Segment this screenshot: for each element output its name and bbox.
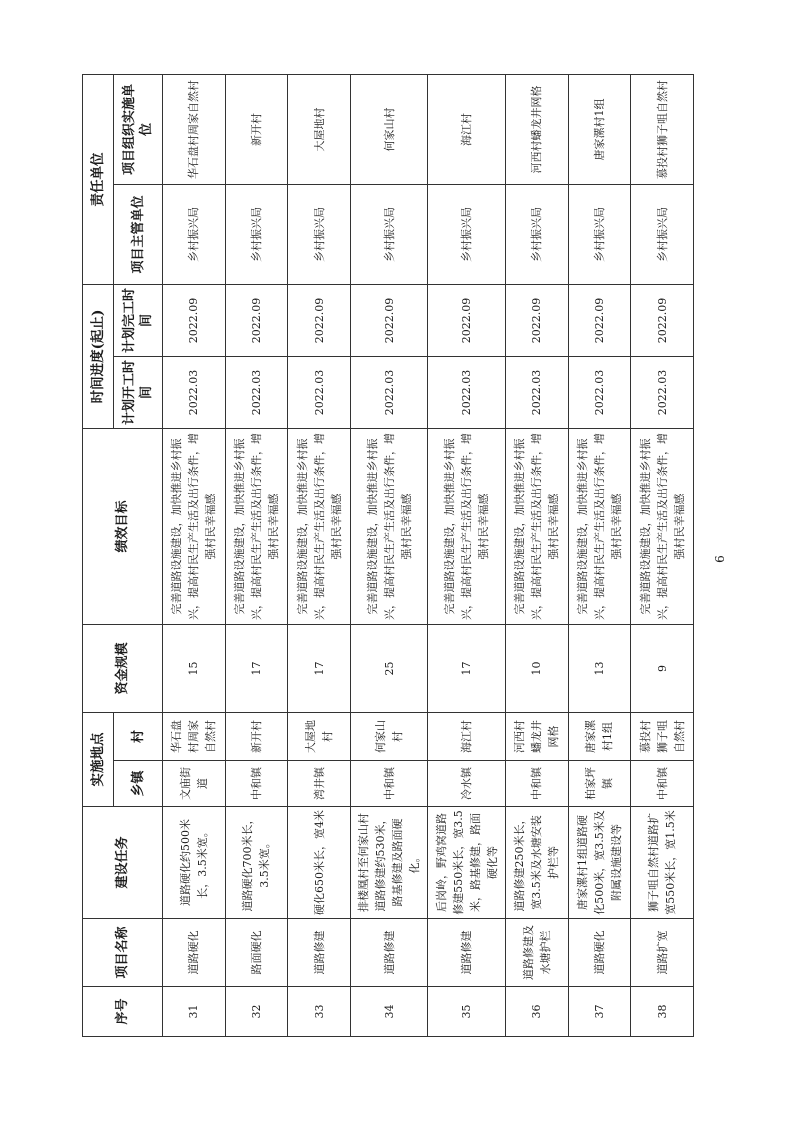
cell-task: 道路修建250米长，宽3.5米及水塘安装护栏等 — [506, 807, 569, 919]
cell-town: 中和镇 — [506, 761, 569, 807]
cell-town: 湾井镇 — [288, 761, 351, 807]
header-supervising-unit: 项目主管单位 — [114, 185, 163, 285]
table-row — [350, 75, 428, 1037]
cell-start: 2022.03 — [631, 357, 694, 429]
header-schedule-group: 时间进度(起止) — [83, 285, 114, 429]
cell-index: 35 — [428, 987, 506, 1037]
cell-task: 道路硬化约500米长，3.5米宽。 — [163, 807, 226, 919]
cell-org: 新开村 — [225, 75, 288, 185]
cell-goal: 完善道路设施建设，加快推进乡村振兴，提高村民生产生活及出行条件，增强村民幸福感 — [350, 429, 428, 625]
cell-fund: 17 — [225, 625, 288, 713]
cell-goal: 完善道路设施建设，加快推进乡村振兴，提高村民生产生活及出行条件，增强村民幸福感 — [225, 429, 288, 625]
table-row — [568, 75, 631, 1037]
cell-start: 2022.03 — [428, 357, 506, 429]
cell-dept: 乡村振兴局 — [225, 185, 288, 285]
cell-town: 冷水镇 — [428, 761, 506, 807]
cell-project-name: 道路修建 — [428, 919, 506, 987]
cell-project-name: 道路修建 — [288, 919, 351, 987]
cell-start: 2022.03 — [350, 357, 428, 429]
cell-town: 柏家坪镇 — [568, 761, 631, 807]
header-construction-task: 建设任务 — [83, 807, 163, 919]
cell-org: 慕投村狮子咀自然村 — [631, 75, 694, 185]
cell-dept: 乡村振兴局 — [631, 185, 694, 285]
cell-fund: 13 — [568, 625, 631, 713]
cell-index: 37 — [568, 987, 631, 1037]
cell-goal: 完善道路设施建设，加快推进乡村振兴，提高村民生产生活及出行条件，增强村民幸福感 — [506, 429, 569, 625]
cell-index: 38 — [631, 987, 694, 1037]
cell-org: 唐家漯村1组 — [568, 75, 631, 185]
cell-task: 唐家漯村1组道路硬化500米，宽3.5米及附属设施建设等 — [568, 807, 631, 919]
cell-start: 2022.03 — [288, 357, 351, 429]
cell-goal: 完善道路设施建设，加快推进乡村振兴，提高村民生产生活及出行条件，增强村民幸福感 — [288, 429, 351, 625]
header-responsible-group: 责任单位 — [83, 75, 114, 285]
cell-index: 36 — [506, 987, 569, 1037]
cell-goal: 完善道路设施建设，加快推进乡村振兴，提高村民生产生活及出行条件，增强村民幸福感 — [163, 429, 226, 625]
cell-start: 2022.03 — [568, 357, 631, 429]
cell-village: 大屋地村 — [288, 713, 351, 761]
cell-project-name: 道路硬化 — [163, 919, 226, 987]
cell-end: 2022.09 — [163, 285, 226, 357]
cell-fund: 17 — [428, 625, 506, 713]
header-planned-end: 计划完工时间 — [114, 285, 163, 357]
cell-fund: 25 — [350, 625, 428, 713]
cell-start: 2022.03 — [225, 357, 288, 429]
cell-task: 硬化650米长，宽4米 — [288, 807, 351, 919]
header-location-group: 实施地点 — [83, 713, 114, 807]
cell-town: 文庙街道 — [163, 761, 226, 807]
cell-index: 34 — [350, 987, 428, 1037]
cell-end: 2022.09 — [350, 285, 428, 357]
cell-dept: 乡村振兴局 — [428, 185, 506, 285]
cell-village: 新开村 — [225, 713, 288, 761]
header-organizing-unit: 项目组织实施单位 — [114, 75, 163, 185]
header-village: 村 — [114, 713, 163, 761]
cell-task: 道路硬化700米长，3.5米宽。 — [225, 807, 288, 919]
cell-dept: 乡村振兴局 — [506, 185, 569, 285]
table-row — [225, 75, 288, 1037]
cell-project-name: 道路扩宽 — [631, 919, 694, 987]
cell-dept: 乡村振兴局 — [568, 185, 631, 285]
header-index: 序号 — [83, 987, 163, 1037]
cell-village: 海江村 — [428, 713, 506, 761]
cell-fund: 15 — [163, 625, 226, 713]
cell-end: 2022.09 — [631, 285, 694, 357]
cell-org: 河西村蟠龙井网格 — [506, 75, 569, 185]
cell-end: 2022.09 — [428, 285, 506, 357]
header-fund-scale: 资金规模 — [83, 625, 163, 713]
cell-town: 中和镇 — [225, 761, 288, 807]
cell-index: 33 — [288, 987, 351, 1037]
cell-end: 2022.09 — [288, 285, 351, 357]
cell-end: 2022.09 — [225, 285, 288, 357]
cell-town: 中和镇 — [631, 761, 694, 807]
cell-project-name: 路面硬化 — [225, 919, 288, 987]
table-row — [288, 75, 351, 1037]
cell-start: 2022.03 — [163, 357, 226, 429]
table-row — [428, 75, 506, 1037]
cell-goal: 完善道路设施建设，加快推进乡村振兴，提高村民生产生活及出行条件，增强村民幸福感 — [428, 429, 506, 625]
cell-index: 32 — [225, 987, 288, 1037]
cell-village: 华石盘村周家自然村 — [163, 713, 226, 761]
cell-fund: 10 — [506, 625, 569, 713]
header-project-name: 项目名称 — [83, 919, 163, 987]
cell-project-name: 道路硬化 — [568, 919, 631, 987]
cell-village: 河西村蟠龙井网格 — [506, 713, 569, 761]
cell-task: 狮子咀自然村道路扩宽550米长，宽1.5米 — [631, 807, 694, 919]
cell-village: 何家山村 — [350, 713, 428, 761]
cell-org: 华石盘村周家自然村 — [163, 75, 226, 185]
header-planned-start: 计划开工时间 — [114, 357, 163, 429]
project-table — [82, 74, 694, 1037]
cell-fund: 9 — [631, 625, 694, 713]
cell-project-name: 道路修建 — [350, 919, 428, 987]
cell-goal: 完善道路设施建设，加快推进乡村振兴，提高村民生产生活及出行条件，增强村民幸福感 — [631, 429, 694, 625]
cell-town: 中和镇 — [350, 761, 428, 807]
cell-project-name: 道路修建及水塘护栏 — [506, 919, 569, 987]
cell-fund: 17 — [288, 625, 351, 713]
cell-org: 大屋地村 — [288, 75, 351, 185]
cell-end: 2022.09 — [506, 285, 569, 357]
cell-dept: 乡村振兴局 — [350, 185, 428, 285]
cell-start: 2022.03 — [506, 357, 569, 429]
page-number: 6 — [713, 555, 727, 563]
rotated-project-table-sheet — [82, 75, 694, 1037]
cell-dept: 乡村振兴局 — [288, 185, 351, 285]
project-table-body — [163, 75, 694, 1037]
cell-task: 后岗岭，野鸡窝道路修建550米长，宽3.5米，路基修建，路面硬化等 — [428, 807, 506, 919]
cell-village: 慕投村狮子咀自然村 — [631, 713, 694, 761]
cell-goal: 完善道路设施建设，加快推进乡村振兴，提高村民生产生活及出行条件，增强村民幸福感 — [568, 429, 631, 625]
cell-end: 2022.09 — [568, 285, 631, 357]
table-row — [631, 75, 694, 1037]
cell-task: 排楼凰村至何家山村道路修建约530米，路基修建及路面硬化。 — [350, 807, 428, 919]
table-row — [506, 75, 569, 1037]
cell-dept: 乡村振兴局 — [163, 185, 226, 285]
cell-village: 唐家漯村1组 — [568, 713, 631, 761]
header-performance-goal: 绩效目标 — [83, 429, 163, 625]
cell-index: 31 — [163, 987, 226, 1037]
table-row — [163, 75, 226, 1037]
cell-org: 何家山村 — [350, 75, 428, 185]
cell-org: 海江村 — [428, 75, 506, 185]
header-town: 乡镇 — [114, 761, 163, 807]
